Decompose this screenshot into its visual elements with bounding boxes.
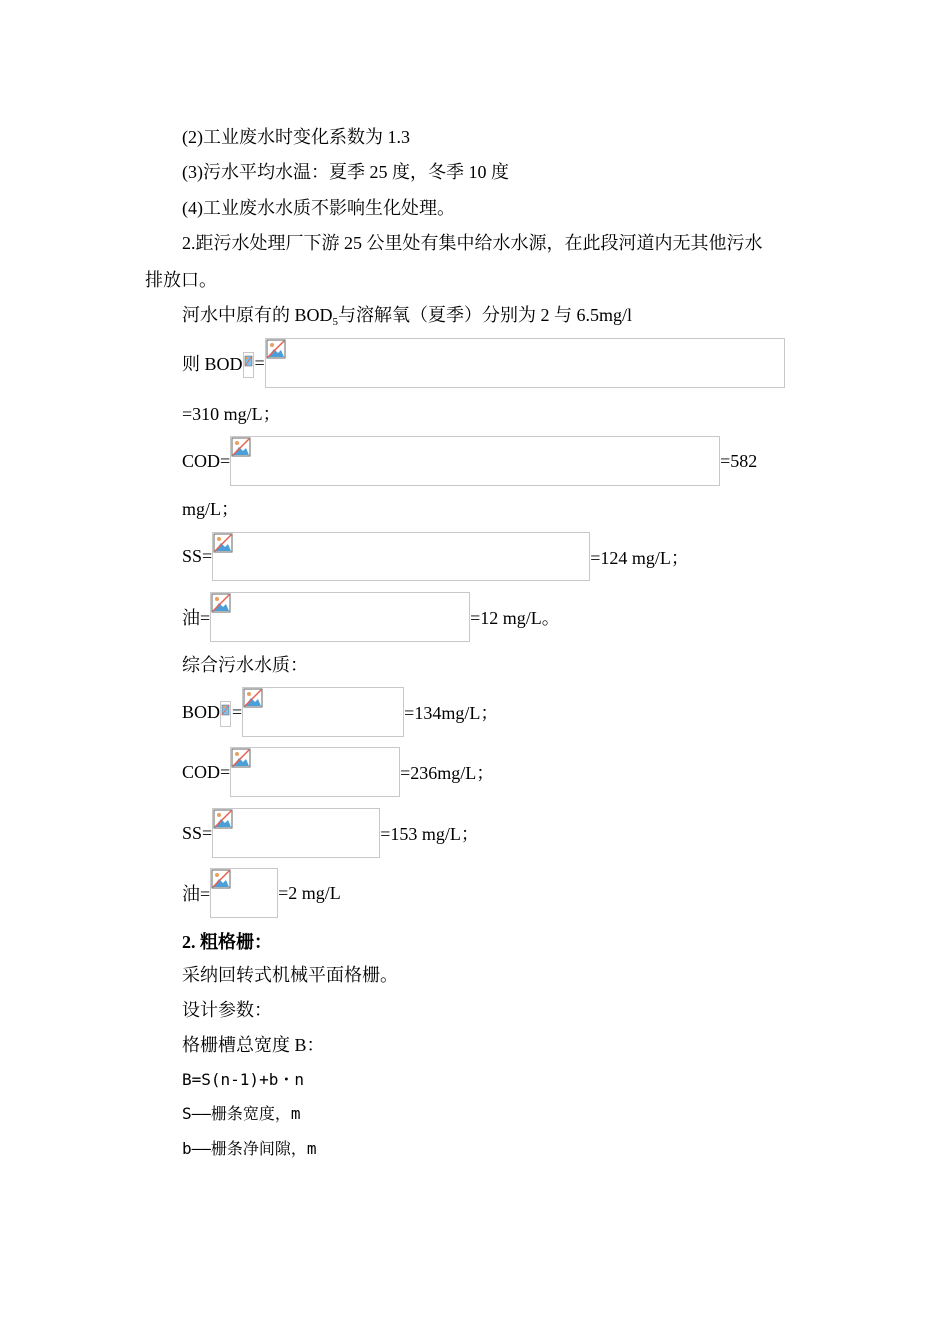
equation-bod — [182, 338, 785, 388]
text-line-hourly-factor: (2)工业废水时变化系数为 1.3 — [182, 127, 410, 147]
text-line-discharge-outlet: 排放口。 — [145, 270, 217, 290]
combined-heading: 综合污水水质： — [182, 655, 308, 675]
broken-image-icon — [243, 688, 263, 708]
text-line-river-bod — [182, 304, 632, 329]
combined-oil-label: 油= — [182, 884, 211, 904]
definition-bar-gap: b——栅条净间隙，m — [182, 1139, 317, 1158]
river-bod-text-rest: 与溶解氧（夏季）分别为 2 与 6.5mg/l — [338, 305, 633, 325]
combined-equation-ss — [182, 808, 479, 858]
formula-total-width: B=S(n-1)+b・n — [182, 1070, 304, 1089]
formula-image-combined-cod — [230, 747, 400, 797]
cod-unit: mg/L； — [182, 499, 239, 519]
formula-image-oil — [210, 592, 470, 642]
broken-image-icon — [243, 352, 254, 378]
broken-image-icon — [266, 339, 286, 359]
cod-label: COD= — [182, 450, 231, 471]
broken-image-icon — [231, 748, 251, 768]
broken-image-icon — [220, 701, 231, 727]
bod-subscript: 5 — [332, 316, 339, 328]
formula-image-bod — [265, 338, 785, 388]
bod-label: 则 BOD — [182, 354, 243, 374]
text-line-water-temperature: (3)污水平均水温：夏季 25 度，冬季 10 度 — [182, 162, 509, 182]
equation-oil — [182, 592, 560, 642]
combined-cod-label: COD= — [182, 761, 231, 782]
bod-result: =310 mg/L； — [182, 404, 281, 424]
ss-result: =124 mg/L； — [590, 547, 689, 568]
combined-bod-label: BOD — [182, 701, 221, 722]
broken-image-icon — [213, 533, 233, 553]
section-title-coarse-screen: 2. 粗格栅： — [182, 932, 272, 952]
section-text-screen-type: 采纳回转式机械平面格栅。 — [182, 965, 398, 985]
formula-image-combined-ss — [212, 808, 380, 858]
broken-image-icon — [211, 869, 231, 889]
equation-cod — [182, 436, 757, 486]
combined-equation-cod — [182, 747, 494, 797]
combined-equation-oil — [182, 868, 341, 918]
bod-equals: = — [254, 352, 265, 373]
equation-ss — [182, 532, 689, 581]
formula-image-ss — [212, 532, 590, 581]
combined-ss-result: =153 mg/L； — [380, 824, 479, 844]
formula-image-combined-oil — [210, 868, 278, 918]
section-text-design-params: 设计参数： — [182, 1000, 272, 1020]
combined-ss-label: SS= — [182, 822, 213, 843]
broken-image-icon — [211, 593, 231, 613]
broken-image-icon — [213, 809, 233, 829]
oil-result: =12 mg/L。 — [470, 608, 560, 628]
ss-label: SS= — [182, 546, 213, 566]
section-text-total-width: 格栅槽总宽度 B： — [182, 1035, 325, 1055]
text-line-water-source: 2.距污水处理厂下游 25 公里处有集中给水水源，在此段河道内无其他污水 — [182, 233, 763, 253]
formula-image-combined-bod — [242, 687, 404, 737]
text-line-wastewater-quality: (4)工业废水水质不影响生化处理。 — [182, 198, 455, 218]
cod-result: =582 — [720, 450, 758, 471]
river-bod-text: 河水中原有的 BOD — [182, 305, 333, 325]
combined-oil-result: =2 mg/L — [278, 882, 341, 903]
combined-bod-result: =134mg/L； — [404, 703, 499, 723]
combined-equation-bod — [182, 687, 498, 737]
combined-cod-result: =236mg/L； — [400, 763, 495, 783]
combined-bod-equals: = — [232, 701, 243, 722]
broken-image-icon — [231, 437, 251, 457]
oil-label: 油= — [182, 608, 211, 628]
definition-bar-width: S——栅条宽度，m — [182, 1104, 301, 1123]
formula-image-cod — [230, 436, 720, 486]
